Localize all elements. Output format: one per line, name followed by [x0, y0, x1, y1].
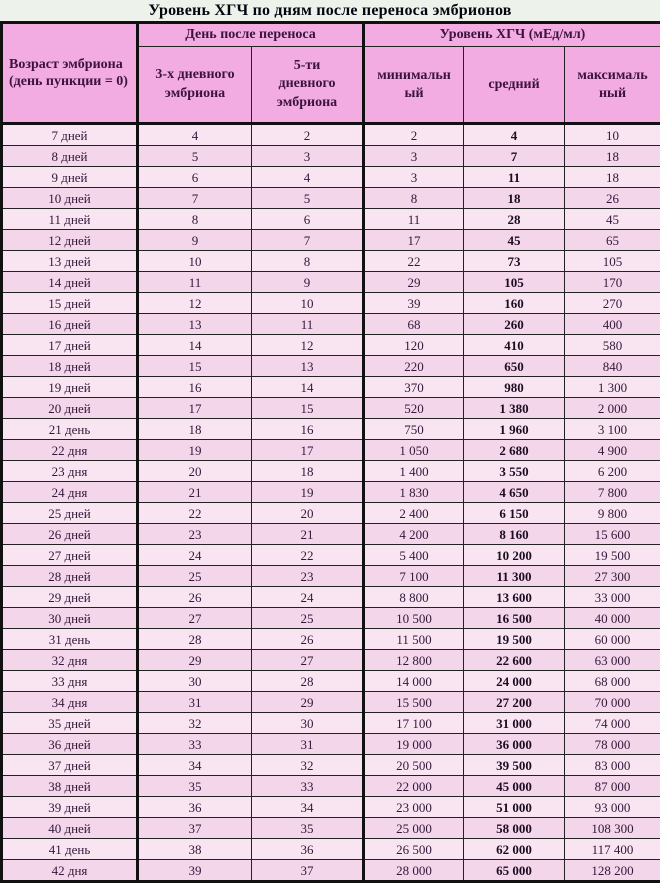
day5-cell: 17 [252, 440, 364, 461]
min-cell: 17 100 [364, 713, 464, 734]
min-cell: 39 [364, 293, 464, 314]
group-hcg-level: Уровень ХГЧ (мЕд/мл) [364, 23, 660, 47]
day3-cell: 20 [138, 461, 252, 482]
day5-cell: 15 [252, 398, 364, 419]
min-cell: 1 400 [364, 461, 464, 482]
day5-cell: 11 [252, 314, 364, 335]
day5-cell: 31 [252, 734, 364, 755]
day3-cell: 8 [138, 209, 252, 230]
table-row [2, 398, 660, 419]
day3-cell: 21 [138, 482, 252, 503]
age-cell: 25 дней [2, 503, 138, 524]
age-cell: 26 дней [2, 524, 138, 545]
day3-cell: 33 [138, 734, 252, 755]
day3-cell: 39 [138, 860, 252, 882]
day5-cell: 35 [252, 818, 364, 839]
day3-cell: 31 [138, 692, 252, 713]
max-cell: 33 000 [565, 587, 660, 608]
day3-cell: 19 [138, 440, 252, 461]
avg-cell: 1 960 [464, 419, 565, 440]
min-cell: 8 800 [364, 587, 464, 608]
table-row [2, 440, 660, 461]
age-cell: 18 дней [2, 356, 138, 377]
day5-cell: 4 [252, 167, 364, 188]
max-cell: 9 800 [565, 503, 660, 524]
avg-cell: 980 [464, 377, 565, 398]
day5-cell: 34 [252, 797, 364, 818]
table-row [2, 419, 660, 440]
table-row [2, 524, 660, 545]
day3-cell: 12 [138, 293, 252, 314]
day3-cell: 28 [138, 629, 252, 650]
max-cell: 83 000 [565, 755, 660, 776]
min-cell: 3 [364, 146, 464, 167]
min-cell: 370 [364, 377, 464, 398]
day5-cell: 18 [252, 461, 364, 482]
max-cell: 270 [565, 293, 660, 314]
avg-cell: 31 000 [464, 713, 565, 734]
day3-cell: 32 [138, 713, 252, 734]
day3-cell: 38 [138, 839, 252, 860]
age-cell: 15 дней [2, 293, 138, 314]
day3-cell: 36 [138, 797, 252, 818]
max-cell: 70 000 [565, 692, 660, 713]
day3-cell: 17 [138, 398, 252, 419]
day5-cell: 6 [252, 209, 364, 230]
min-cell: 3 [364, 167, 464, 188]
avg-cell: 105 [464, 272, 565, 293]
avg-cell: 45 [464, 230, 565, 251]
min-cell: 8 [364, 188, 464, 209]
age-cell: 17 дней [2, 335, 138, 356]
age-cell: 21 день [2, 419, 138, 440]
max-cell: 65 [565, 230, 660, 251]
day3-cell: 37 [138, 818, 252, 839]
max-cell: 3 100 [565, 419, 660, 440]
day3-cell: 15 [138, 356, 252, 377]
avg-cell: 8 160 [464, 524, 565, 545]
day3-cell: 4 [138, 124, 252, 146]
min-cell: 29 [364, 272, 464, 293]
min-cell: 22 000 [364, 776, 464, 797]
day3-cell: 5 [138, 146, 252, 167]
col-header-5day [252, 47, 364, 124]
day3-cell: 22 [138, 503, 252, 524]
day5-cell: 23 [252, 566, 364, 587]
col-header-avg: средний [464, 47, 565, 124]
age-cell: 37 дней [2, 755, 138, 776]
avg-cell: 28 [464, 209, 565, 230]
max-cell: 1 300 [565, 377, 660, 398]
age-cell: 29 дней [2, 587, 138, 608]
day3-cell: 9 [138, 230, 252, 251]
table-row [2, 356, 660, 377]
day3-cell: 26 [138, 587, 252, 608]
avg-cell: 18 [464, 188, 565, 209]
min-cell: 7 100 [364, 566, 464, 587]
table-row [2, 839, 660, 860]
avg-cell: 260 [464, 314, 565, 335]
age-cell: 14 дней [2, 272, 138, 293]
age-cell: 39 дней [2, 797, 138, 818]
min-cell: 2 [364, 124, 464, 146]
avg-cell: 16 500 [464, 608, 565, 629]
min-cell: 520 [364, 398, 464, 419]
avg-cell: 7 [464, 146, 565, 167]
table-body [2, 124, 660, 882]
min-cell: 1 050 [364, 440, 464, 461]
max-cell: 40 000 [565, 608, 660, 629]
table-row [2, 230, 660, 251]
max-cell: 63 000 [565, 650, 660, 671]
min-cell: 2 400 [364, 503, 464, 524]
avg-cell: 39 500 [464, 755, 565, 776]
day3-cell: 29 [138, 650, 252, 671]
col-header-min-label: минимальный [375, 67, 453, 102]
page-title: Уровень ХГЧ по дням после переноса эмбрионов [0, 0, 660, 21]
day5-cell: 21 [252, 524, 364, 545]
table-row [2, 545, 660, 566]
age-cell: 31 день [2, 629, 138, 650]
day5-cell: 37 [252, 860, 364, 882]
table-row [2, 566, 660, 587]
table-row [2, 587, 660, 608]
day3-cell: 16 [138, 377, 252, 398]
avg-cell: 1 380 [464, 398, 565, 419]
age-cell: 35 дней [2, 713, 138, 734]
min-cell: 20 500 [364, 755, 464, 776]
min-cell: 68 [364, 314, 464, 335]
max-cell: 117 400 [565, 839, 660, 860]
avg-cell: 6 150 [464, 503, 565, 524]
age-cell: 28 дней [2, 566, 138, 587]
day5-cell: 27 [252, 650, 364, 671]
day5-cell: 13 [252, 356, 364, 377]
min-cell: 25 000 [364, 818, 464, 839]
max-cell: 7 800 [565, 482, 660, 503]
day5-cell: 14 [252, 377, 364, 398]
day5-cell: 29 [252, 692, 364, 713]
age-cell: 20 дней [2, 398, 138, 419]
age-cell: 27 дней [2, 545, 138, 566]
day5-cell: 25 [252, 608, 364, 629]
table-row [2, 272, 660, 293]
day5-cell: 20 [252, 503, 364, 524]
max-cell: 2 000 [565, 398, 660, 419]
day5-cell: 16 [252, 419, 364, 440]
max-cell: 19 500 [565, 545, 660, 566]
age-cell: 32 дня [2, 650, 138, 671]
day3-cell: 35 [138, 776, 252, 797]
min-cell: 4 200 [364, 524, 464, 545]
avg-cell: 62 000 [464, 839, 565, 860]
table-row [2, 629, 660, 650]
age-cell: 30 дней [2, 608, 138, 629]
day3-cell: 14 [138, 335, 252, 356]
max-cell: 74 000 [565, 713, 660, 734]
day3-cell: 24 [138, 545, 252, 566]
table-row [2, 146, 660, 167]
avg-cell: 4 650 [464, 482, 565, 503]
avg-cell: 11 [464, 167, 565, 188]
day3-cell: 7 [138, 188, 252, 209]
table-row [2, 482, 660, 503]
avg-cell: 10 200 [464, 545, 565, 566]
hcg-table [0, 21, 660, 883]
avg-cell: 19 500 [464, 629, 565, 650]
min-cell: 17 [364, 230, 464, 251]
age-cell: 11 дней [2, 209, 138, 230]
age-cell: 8 дней [2, 146, 138, 167]
table-row [2, 650, 660, 671]
age-cell: 9 дней [2, 167, 138, 188]
day3-cell: 6 [138, 167, 252, 188]
day5-cell: 3 [252, 146, 364, 167]
table-row [2, 314, 660, 335]
day3-cell: 13 [138, 314, 252, 335]
age-cell: 22 дня [2, 440, 138, 461]
age-cell: 23 дня [2, 461, 138, 482]
min-cell: 10 500 [364, 608, 464, 629]
max-cell: 18 [565, 167, 660, 188]
max-cell: 108 300 [565, 818, 660, 839]
min-cell: 220 [364, 356, 464, 377]
day3-cell: 30 [138, 671, 252, 692]
min-cell: 15 500 [364, 692, 464, 713]
min-cell: 28 000 [364, 860, 464, 882]
table-row [2, 503, 660, 524]
avg-cell: 11 300 [464, 566, 565, 587]
age-cell: 34 дня [2, 692, 138, 713]
min-cell: 750 [364, 419, 464, 440]
day5-cell: 7 [252, 230, 364, 251]
age-cell: 10 дней [2, 188, 138, 209]
day3-cell: 34 [138, 755, 252, 776]
min-cell: 19 000 [364, 734, 464, 755]
day3-cell: 23 [138, 524, 252, 545]
avg-cell: 45 000 [464, 776, 565, 797]
max-cell: 15 600 [565, 524, 660, 545]
avg-cell: 36 000 [464, 734, 565, 755]
col-header-3day-label: 3-х дневного эмбриона [155, 66, 235, 102]
table-row [2, 818, 660, 839]
avg-cell: 3 550 [464, 461, 565, 482]
max-cell: 68 000 [565, 671, 660, 692]
max-cell: 18 [565, 146, 660, 167]
table-row [2, 293, 660, 314]
table-row [2, 251, 660, 272]
min-cell: 1 830 [364, 482, 464, 503]
max-cell: 78 000 [565, 734, 660, 755]
day5-cell: 19 [252, 482, 364, 503]
age-column-header: Возраст эмбриона (день пункции = 0) [2, 23, 138, 124]
min-cell: 11 [364, 209, 464, 230]
avg-cell: 410 [464, 335, 565, 356]
table-row [2, 776, 660, 797]
avg-cell: 27 200 [464, 692, 565, 713]
day5-cell: 8 [252, 251, 364, 272]
col-header-max-label: максимальный [574, 67, 652, 102]
table-row [2, 335, 660, 356]
age-cell: 41 день [2, 839, 138, 860]
age-cell: 7 дней [2, 124, 138, 146]
max-cell: 170 [565, 272, 660, 293]
avg-cell: 13 600 [464, 587, 565, 608]
day5-cell: 33 [252, 776, 364, 797]
min-cell: 22 [364, 251, 464, 272]
age-cell: 36 дней [2, 734, 138, 755]
age-cell: 12 дней [2, 230, 138, 251]
age-cell: 42 дня [2, 860, 138, 882]
avg-cell: 51 000 [464, 797, 565, 818]
day5-cell: 22 [252, 545, 364, 566]
day5-cell: 2 [252, 124, 364, 146]
table-row [2, 461, 660, 482]
day3-cell: 10 [138, 251, 252, 272]
avg-cell: 73 [464, 251, 565, 272]
day5-cell: 36 [252, 839, 364, 860]
max-cell: 45 [565, 209, 660, 230]
min-cell: 26 500 [364, 839, 464, 860]
table-row [2, 692, 660, 713]
table-row [2, 755, 660, 776]
max-cell: 840 [565, 356, 660, 377]
age-cell: 40 дней [2, 818, 138, 839]
table-row [2, 713, 660, 734]
day3-cell: 11 [138, 272, 252, 293]
table-row [2, 209, 660, 230]
day3-cell: 27 [138, 608, 252, 629]
age-cell: 38 дней [2, 776, 138, 797]
col-header-min [364, 47, 464, 124]
max-cell: 105 [565, 251, 660, 272]
day3-cell: 25 [138, 566, 252, 587]
max-cell: 26 [565, 188, 660, 209]
table-row [2, 167, 660, 188]
col-header-5day-label: 5-ти дневного эмбриона [267, 57, 347, 112]
avg-cell: 24 000 [464, 671, 565, 692]
col-header-3day [138, 47, 252, 124]
table-row [2, 188, 660, 209]
avg-cell: 58 000 [464, 818, 565, 839]
max-cell: 6 200 [565, 461, 660, 482]
day5-cell: 28 [252, 671, 364, 692]
max-cell: 128 200 [565, 860, 660, 882]
avg-cell: 2 680 [464, 440, 565, 461]
age-cell: 24 дня [2, 482, 138, 503]
day3-cell: 18 [138, 419, 252, 440]
table-header [2, 23, 660, 124]
group-day-after-transfer: День после переноса [138, 23, 364, 47]
min-cell: 11 500 [364, 629, 464, 650]
avg-cell: 4 [464, 124, 565, 146]
min-cell: 23 000 [364, 797, 464, 818]
day5-cell: 9 [252, 272, 364, 293]
avg-cell: 65 000 [464, 860, 565, 882]
max-cell: 27 300 [565, 566, 660, 587]
avg-cell: 22 600 [464, 650, 565, 671]
age-cell: 16 дней [2, 314, 138, 335]
min-cell: 120 [364, 335, 464, 356]
max-cell: 60 000 [565, 629, 660, 650]
max-cell: 87 000 [565, 776, 660, 797]
day5-cell: 24 [252, 587, 364, 608]
table-row [2, 860, 660, 882]
day5-cell: 12 [252, 335, 364, 356]
table-row [2, 124, 660, 146]
max-cell: 10 [565, 124, 660, 146]
table-row [2, 797, 660, 818]
age-cell: 19 дней [2, 377, 138, 398]
group-header-row [2, 23, 660, 47]
day5-cell: 5 [252, 188, 364, 209]
max-cell: 93 000 [565, 797, 660, 818]
age-cell: 13 дней [2, 251, 138, 272]
col-header-max [565, 47, 660, 124]
max-cell: 580 [565, 335, 660, 356]
avg-cell: 160 [464, 293, 565, 314]
day5-cell: 32 [252, 755, 364, 776]
max-cell: 400 [565, 314, 660, 335]
min-cell: 5 400 [364, 545, 464, 566]
day5-cell: 10 [252, 293, 364, 314]
table-row [2, 671, 660, 692]
table-row [2, 734, 660, 755]
day5-cell: 26 [252, 629, 364, 650]
table-row [2, 377, 660, 398]
age-cell: 33 дня [2, 671, 138, 692]
table-row [2, 608, 660, 629]
min-cell: 12 800 [364, 650, 464, 671]
max-cell: 4 900 [565, 440, 660, 461]
avg-cell: 650 [464, 356, 565, 377]
min-cell: 14 000 [364, 671, 464, 692]
day5-cell: 30 [252, 713, 364, 734]
